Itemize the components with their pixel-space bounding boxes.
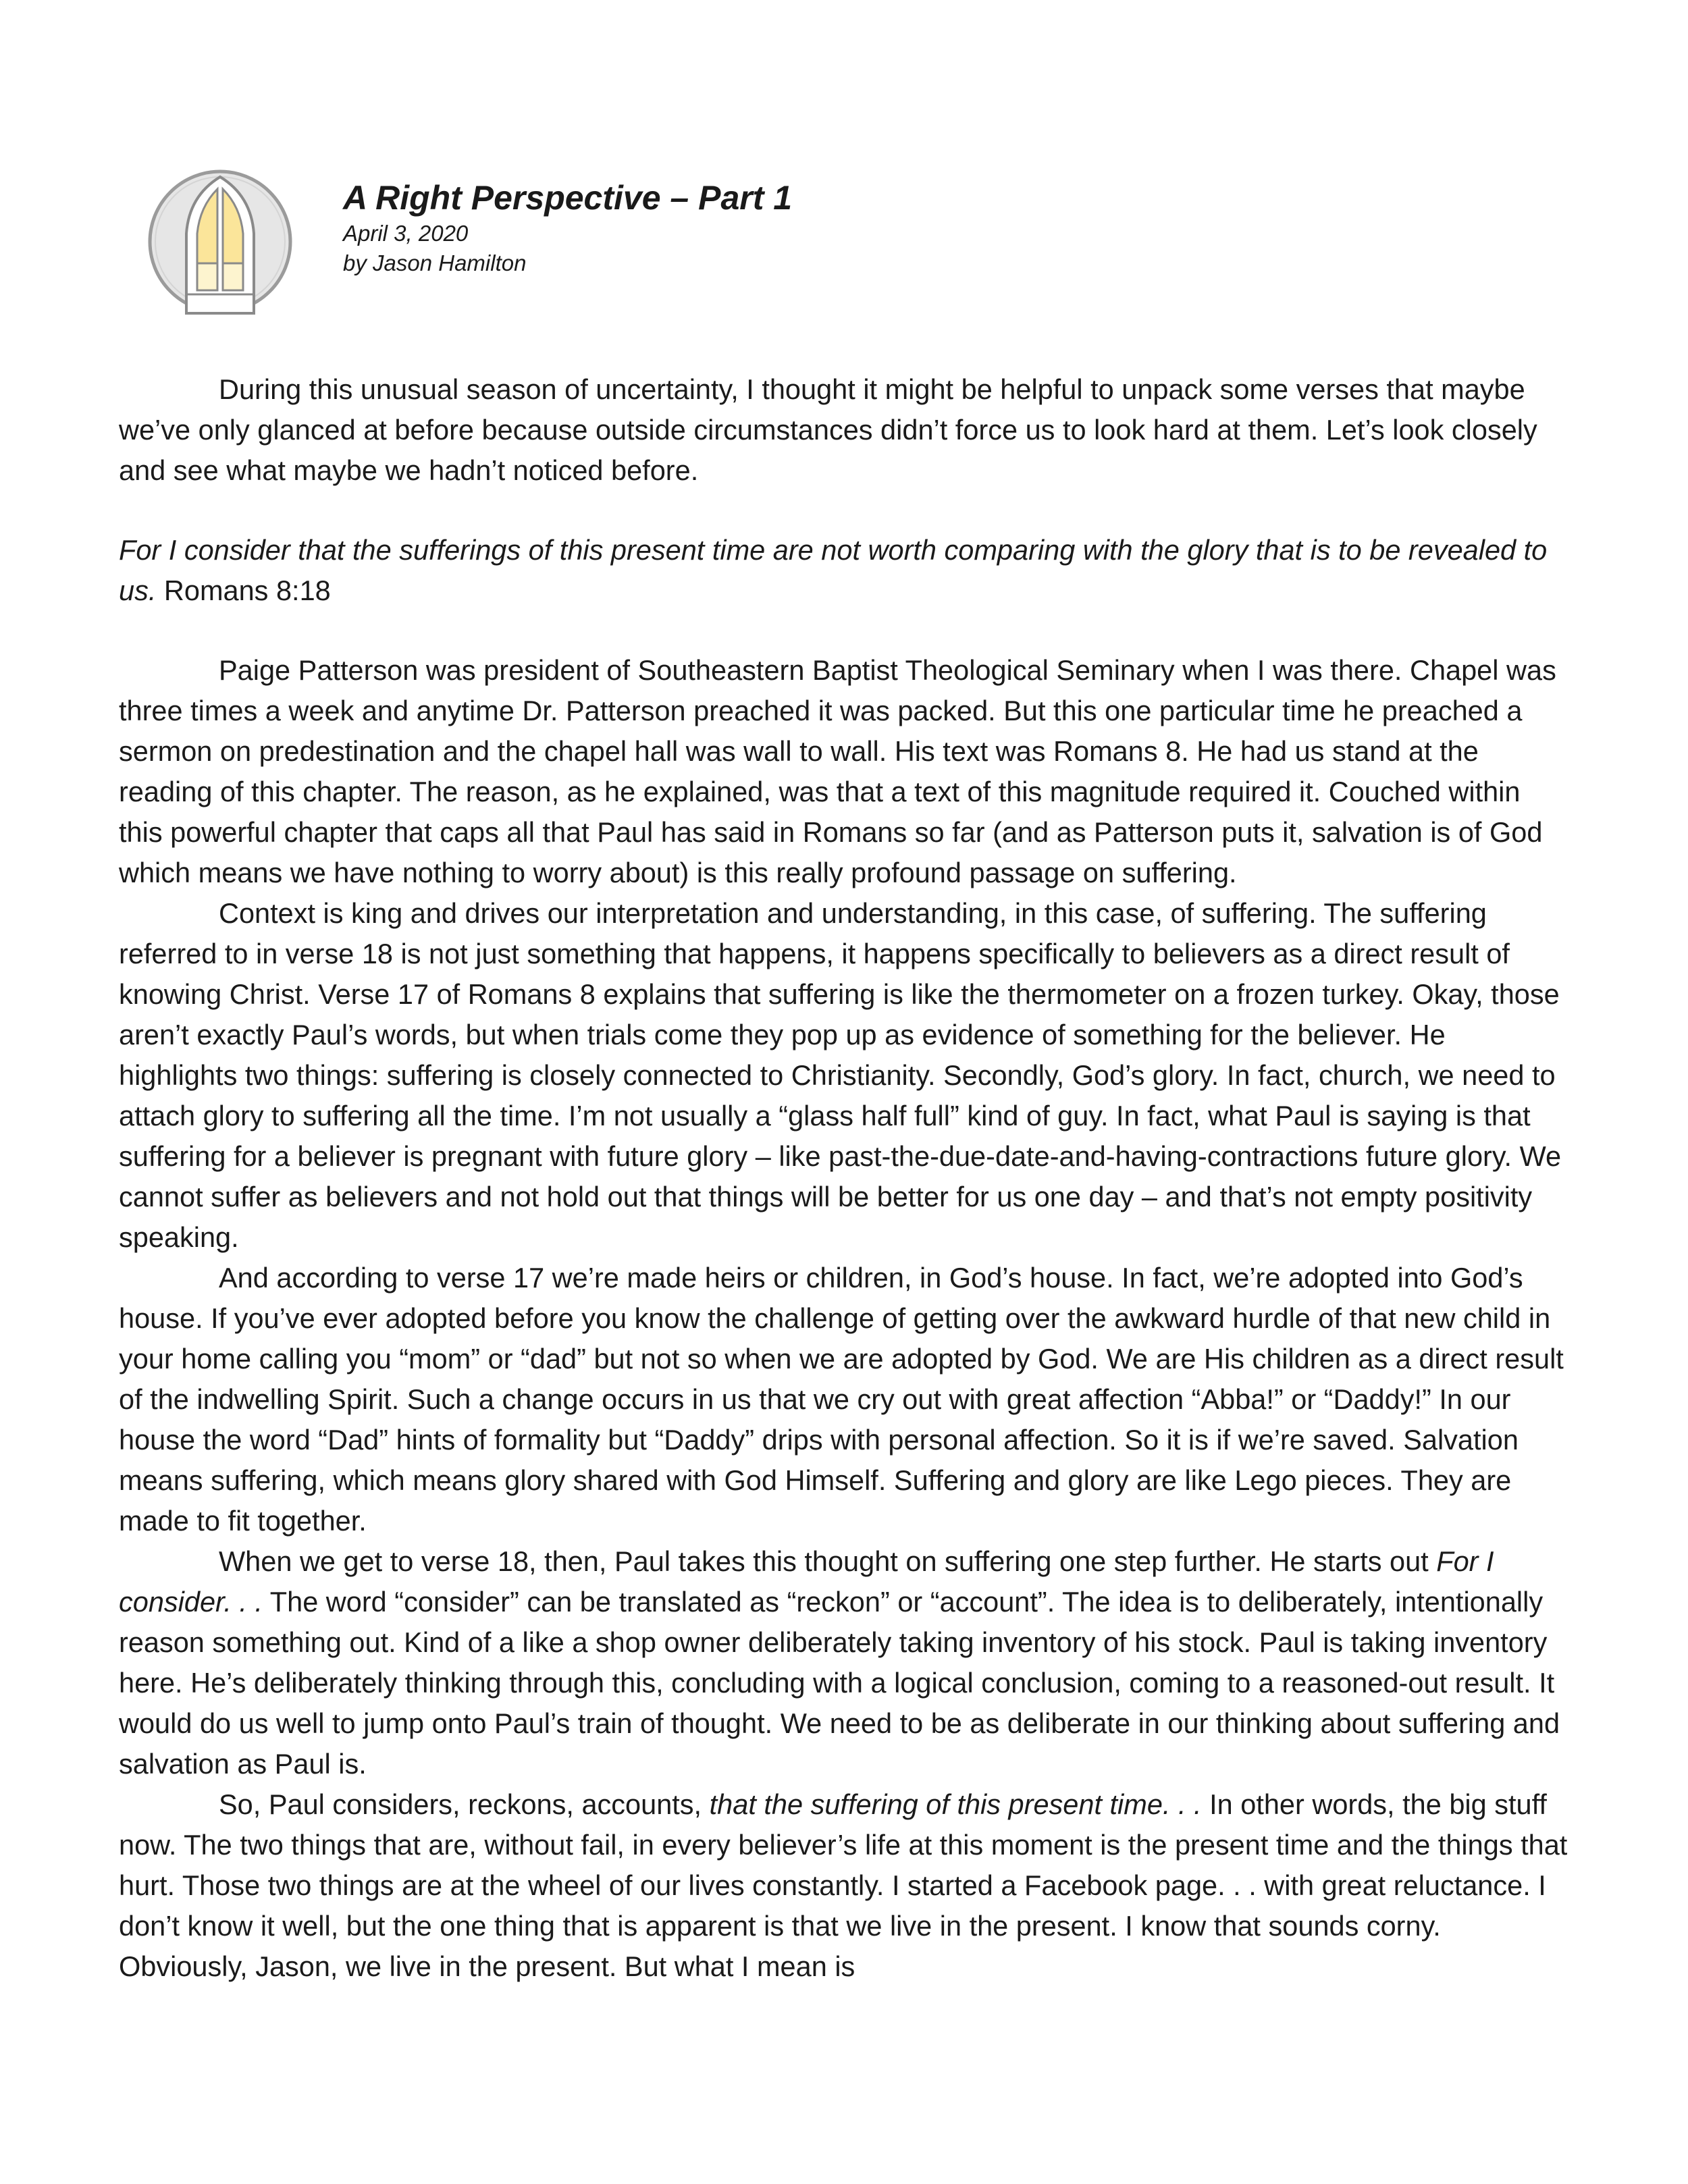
paragraph-3: And according to verse 17 we’re made heirs or children, in God’s house. In fact, we’re adopted into God’s house. If you’ve ever adopted before you know the challenge of getting over the awkward hurdle of that new child in your home calling you “mom” or “dad” but not so when we are adopted by God. We are His children as a direct result of the indwelling Spirit. Such a change occurs in us that we cry out with great affection “Abba!” or “Daddy!” In our house the word “Dad” hints of formality but “Daddy” drips with personal affection. So it is if we’re saved. Salvation means suffering, which means glory shared with God Himself. Suffering and glory are like Lego pieces. They are made to fit together.	[119, 1262, 1564, 1537]
church-window-logo-icon	[147, 169, 293, 315]
paragraph-4-rest: The word “consider” can be translated as “reckon” or “account”. The idea is to deliberately, intentionally reason something out. Kind of a like a shop owner deliberately taking inventory of his stock. Paul is taking inventory here. He’s deliberately thinking through this, concluding with a logical conclusion, coming to a reasoned-out result. It would do us well to jump onto Paul’s train of thought. We need to be as deliberate in our thinking about suffering and salvation as Paul is.	[119, 1586, 1560, 1780]
paragraph-1: Paige Patterson was president of Southeastern Baptist Theological Seminary when I was there. Chapel was three times a week and anytime Dr. Patterson preached it was packed. But this one particular time he preached a sermon on predestination and the chapel hall was wall to wall. His text was Romans 8. He had us stand at the reading of this chapter. The reason, as he explained, was that a text of this magnitude required it. Couched within this powerful chapter that caps all that Paul has said in Romans so far (and as Patterson puts it, salvation is of God which means we have nothing to worry about) is this really profound passage on suffering.	[119, 654, 1556, 888]
scripture-quote	[119, 530, 1571, 611]
article-author: by Jason Hamilton	[343, 250, 527, 275]
paragraph-2: Context is king and drives our interpretation and understanding, in this case, of suffering. The suffering referred to in verse 18 is not just something that happens, it happens specifically to believers as a direct result of knowing Christ. Verse 17 of Romans 8 explains that suffering is like the thermometer on a frozen turkey. Okay, those aren’t exactly Paul’s words, but when trials come they pop up as evidence of something for the believer. He highlights two things: suffering is closely connected to Christianity. Secondly, God’s glory. In fact, church, we need to attach glory to suffering all the time. I’m not usually a “glass half full” kind of guy. In fact, what Paul is saying is that suffering for a believer is pregnant with future glory – like past-the-due-date-and-having-contractions future glory. We cannot suffer as believers and not hold out that things will be better for us one day – and that’s not empty positivity speaking.	[119, 897, 1562, 1253]
paragraph-5	[119, 1784, 1571, 1987]
article-date: April 3, 2020	[343, 221, 469, 246]
paragraph-5-rest: In other words, the big stuff now. The two things that are, without fail, in every believer’s life at this moment is the present time and the things that hurt. Those two things are at the wheel of our lives constantly. I started a Facebook page. . . with great reluctance. I don’t know it well, but the one thing that is apparent is that we live in the present. I know that sounds corny. Obviously, Jason, we live in the present. But what I mean is	[119, 1788, 1568, 1982]
article-header	[343, 177, 1423, 278]
paragraph-4	[119, 1541, 1571, 1784]
verse-reference: Romans 8:18	[163, 575, 331, 606]
paragraph-5-italic: that the suffering of this present time. . .	[709, 1788, 1202, 1820]
article-body	[119, 369, 1571, 1987]
paragraph-4-italic: For I consider. . .	[119, 1545, 1494, 1618]
paragraph-5-lead: So, Paul considers, reckons, accounts,	[219, 1788, 702, 1820]
verse-text: For I consider that the sufferings of this present time are not worth comparing with the glory that is to be revealed to us.	[119, 534, 1548, 606]
paragraph-4-lead: When we get to verse 18, then, Paul takes this thought on suffering one step further. He starts out	[219, 1545, 1429, 1577]
intro-paragraph: During this unusual season of uncertainty, I thought it might be helpful to unpack some verses that maybe we’ve only glanced at before because outside circumstances didn’t force us to look hard at them. Let’s look closely and see what maybe we hadn’t noticed before.	[119, 373, 1537, 486]
article-title: A Right Perspective – Part 1	[343, 179, 793, 217]
